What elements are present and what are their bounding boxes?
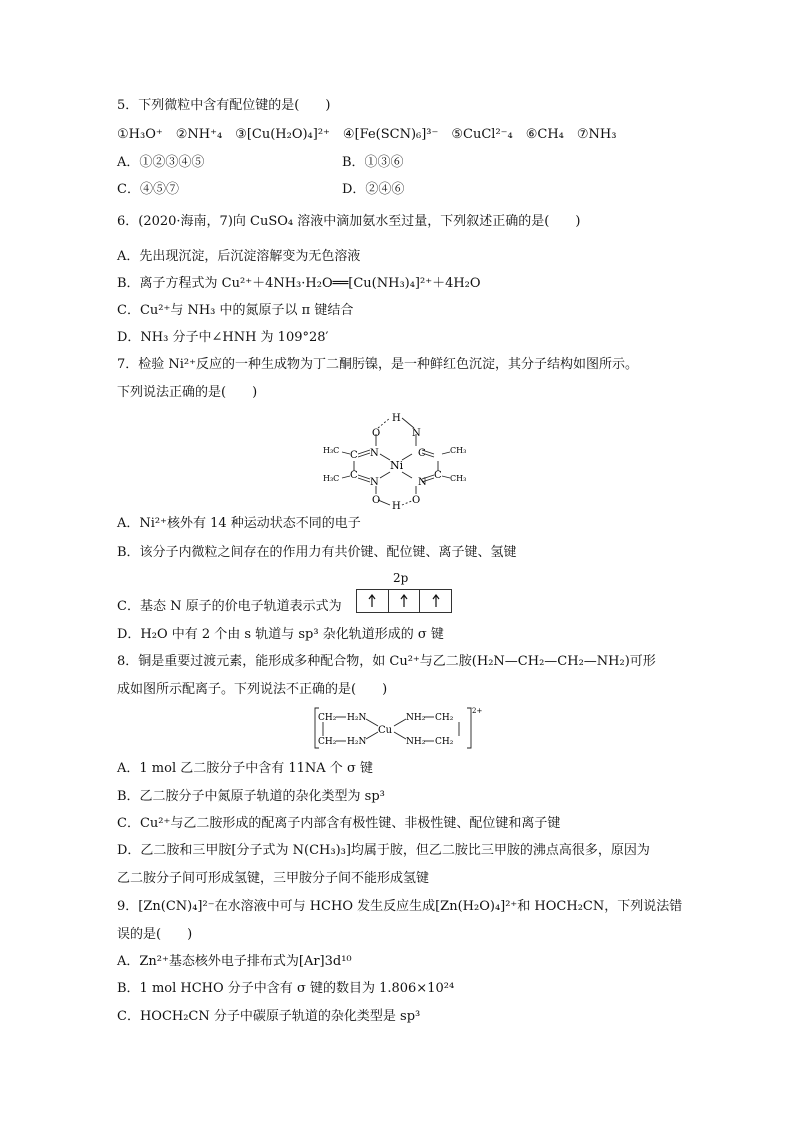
q8-option-a: A．1 mol 乙二胺分子中含有 11NA 个 σ 键 <box>117 761 373 776</box>
fig7-h3c-bottom: H₃C <box>323 474 340 483</box>
fig7-n-top-right: N <box>412 428 421 439</box>
orbital-box-2 <box>389 590 421 612</box>
q5-option-d: D．②④⑥ <box>342 182 405 197</box>
q9-option-b: B．1 mol HCHO 分子中含有 σ 键的数目为 1.806×10²⁴ <box>117 981 455 996</box>
copper-ethylenediamine-complex <box>312 705 482 751</box>
q8-option-d-line2: 乙二胺分子间可形成氢键，三甲胺分子间不能形成氢键 <box>117 871 430 886</box>
nickel-dimethylglyoximate-structure <box>320 406 480 510</box>
q8-option-c: C．Cu²⁺与乙二胺形成的配离子内部含有极性键、非极性键、配位键和离子键 <box>117 816 561 831</box>
orbital-diagram <box>356 589 452 613</box>
fig7-ch3-bottom: CH₃ <box>450 474 467 483</box>
fig7-o-bottom-left: O <box>372 495 381 506</box>
orbital-box-1 <box>357 590 389 612</box>
q6-option-d: D．NH₃ 分子中∠HNH 为 109°28′ <box>117 330 329 345</box>
q6-stem: 6．(2020·海南，7)向 CuSO₄ 溶液中滴加氨水至过量，下列叙述正确的是( ) <box>117 214 581 229</box>
q5-items: ①H₃O⁺ ②NH⁺₄ ③[Cu(H₂O)₄]²⁺ ④[Fe(SCN)₆]³⁻ ⑤CuCl²⁻₄ ⑥CH₄ ⑦NH₃ <box>117 127 617 142</box>
fig7-c-left-top: C <box>350 450 358 461</box>
fig8-ch2-bl: CH₂ <box>318 737 337 747</box>
fig7-o-bottom-right: O <box>412 495 421 506</box>
q7-option-c: C．基态 N 原子的价电子轨道表示式为 <box>117 599 342 614</box>
q9-option-a: A．Zn²⁺基态核外电子排布式为[Ar]3d¹⁰ <box>117 954 352 969</box>
fig8-cu: Cu <box>378 725 393 736</box>
q7-stem-line1: 7．检验 Ni²⁺反应的一种生成物为丁二酮肟镍，是一种鲜红色沉淀，其分子结构如图所示。 <box>117 357 639 372</box>
orbital-box-3 <box>420 590 451 612</box>
q7-option-d: D．H₂O 中有 2 个由 s 轨道与 sp³ 杂化轨道形成的 σ 键 <box>117 627 444 642</box>
q5-option-b: B．①③⑥ <box>342 155 404 170</box>
fig8-h2n-tl: H₂N <box>347 713 367 723</box>
fig7-n-right-bottom: N <box>418 477 427 488</box>
fig7-c-right-top: C <box>418 448 426 459</box>
fig8-h2n-bl: H₂N <box>347 737 367 747</box>
fig7-h-bottom: H <box>392 501 401 510</box>
q9-stem-line2: 误的是( ) <box>117 927 193 942</box>
q7-option-b: B．该分子内微粒之间存在的作用力有共价键、配位键、离子键、氢键 <box>117 545 517 560</box>
q5-stem: 5．下列微粒中含有配位键的是( ) <box>117 98 331 113</box>
q8-option-b: B．乙二胺分子中氮原子轨道的杂化类型为 sp³ <box>117 789 385 804</box>
fig8-nh2-tr: NH₂ <box>406 713 426 723</box>
q5-option-c: C．④⑤⑦ <box>117 182 179 197</box>
q6-option-b: B．离子方程式为 Cu²⁺＋4NH₃·H₂O══[Cu(NH₃)₄]²⁺＋4H₂O <box>117 276 481 291</box>
fig8-ch2-br: CH₂ <box>435 737 454 747</box>
q5-option-a: A．①②③④⑤ <box>117 155 205 170</box>
q8-option-d-line1: D．乙二胺和三甲胺[分子式为 N(CH₃)₃]均属于胺，但乙二胺比三甲胺的沸点高很多，原因为 <box>117 843 650 858</box>
up-arrow-icon <box>400 594 408 608</box>
fig8-nh2-br: NH₂ <box>406 737 426 747</box>
fig7-o-top-left: O <box>372 428 381 439</box>
orbital-label: 2p <box>393 571 409 585</box>
fig7-ch3-top: CH₃ <box>450 446 467 455</box>
up-arrow-icon <box>368 594 376 608</box>
up-arrow-icon <box>432 594 440 608</box>
fig8-ch2-tr: CH₂ <box>435 713 454 723</box>
q9-option-c: C．HOCH₂CN 分子中碳原子轨道的杂化类型是 sp³ <box>117 1009 421 1024</box>
fig8-charge: 2+ <box>472 707 482 715</box>
fig8-ch2-tl: CH₂ <box>318 713 337 723</box>
fig7-h3c-top: H₃C <box>323 446 340 455</box>
fig7-n-left-top: N <box>370 448 379 459</box>
q8-stem-line2: 成如图所示配离子。下列说法不正确的是( ) <box>117 682 388 697</box>
fig7-h-top: H <box>392 413 401 424</box>
q8-stem-line1: 8．铜是重要过渡元素，能形成多种配合物，如 Cu²⁺与乙二胺(H₂N—CH₂—CH₂—NH₂)可形 <box>117 654 656 669</box>
fig7-c-right-bottom: C <box>434 470 442 481</box>
fig7-c-left-bottom: C <box>350 470 358 481</box>
q6-option-a: A．先出现沉淀，后沉淀溶解变为无色溶液 <box>117 249 361 264</box>
q7-stem-line2: 下列说法正确的是( ) <box>117 385 258 400</box>
q9-stem-line1: 9．[Zn(CN)₄]²⁻在水溶液中可与 HCHO 发生反应生成[Zn(H₂O)₄]²⁺和 HOCH₂CN，下列说法错 <box>117 899 683 914</box>
fig7-ni: Ni <box>390 459 404 472</box>
fig7-n-left-bottom: N <box>370 477 379 488</box>
q6-option-c: C．Cu²⁺与 NH₃ 中的氮原子以 π 键结合 <box>117 303 354 318</box>
q7-option-a: A．Ni²⁺核外有 14 种运动状态不同的电子 <box>117 516 361 531</box>
